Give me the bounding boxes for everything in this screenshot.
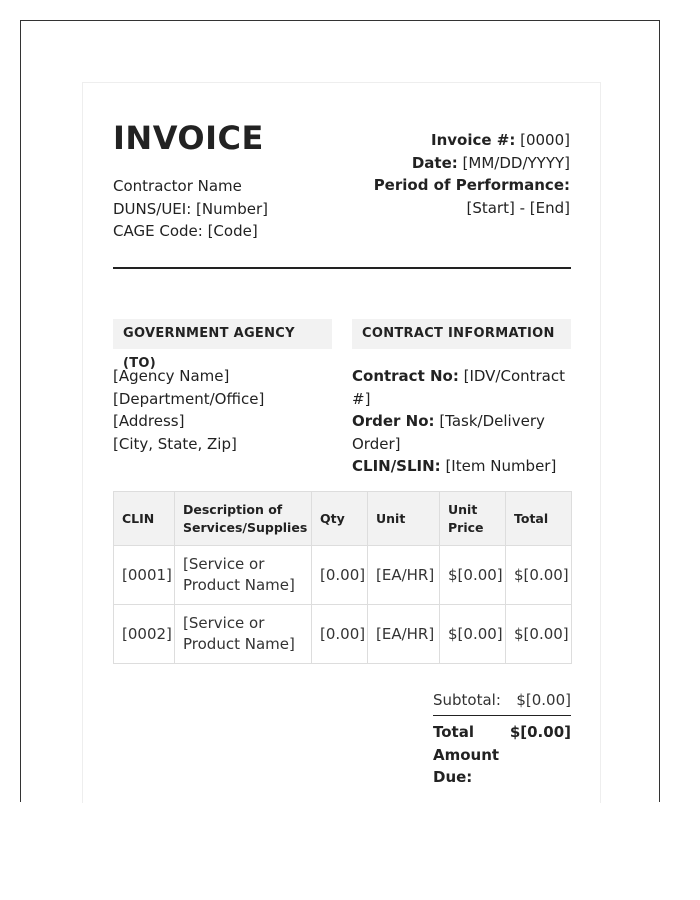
agency-city-state-zip: [City, State, Zip] (113, 434, 237, 453)
subtotal-row (433, 689, 571, 716)
period-label: Period of Performance: (373, 176, 570, 194)
column-header-description: Description of Services/Supplies (175, 492, 312, 546)
cell-qty: [0.00] (312, 605, 368, 664)
cell-unit: [EA/HR] (368, 605, 440, 664)
contract-number-value: [IDV/Contract #] (352, 367, 565, 408)
agency-address-line: [Address] (113, 412, 185, 430)
contractor-name: Contractor Name (113, 177, 242, 195)
header-divider (113, 267, 571, 269)
agency-heading: GOVERNMENT AGENCY (TO) (113, 319, 332, 349)
invoice-number-value: [0000] (515, 131, 570, 149)
agency-name: [Agency Name] (113, 367, 230, 385)
invoice-date-label: Date: (411, 153, 458, 172)
order-number-label: Order No: (352, 412, 435, 430)
invoice-sheet (82, 82, 601, 803)
column-header-unit: Unit (368, 492, 440, 546)
cell-unit: [EA/HR] (368, 546, 440, 605)
invoice-date (374, 152, 570, 175)
total-due-row (433, 721, 571, 789)
agency-department: [Department/Office] (113, 389, 265, 408)
column-header-qty: Qty (312, 492, 368, 546)
cell-total: $[0.00] (506, 605, 572, 664)
total-due-value: $[0.00] (509, 723, 571, 741)
line-items-table (113, 491, 572, 664)
invoice-number (374, 129, 570, 152)
page-frame (20, 20, 660, 802)
cell-clin: [0002] (114, 605, 175, 664)
contract-info (352, 365, 577, 478)
contractor-info (113, 175, 268, 243)
contract-number (352, 365, 577, 410)
column-header-total: Total (506, 492, 572, 546)
cell-description: [Service or Product Name] (175, 546, 312, 605)
cell-unit-price: $[0.00] (440, 605, 506, 664)
cage-code: CAGE Code: [Code] (113, 222, 258, 240)
cell-unit-price: $[0.00] (440, 546, 506, 605)
invoice-number-label: Invoice #: (431, 131, 516, 149)
invoice-title: INVOICE (113, 119, 264, 157)
cell-qty: [0.00] (312, 546, 368, 605)
cell-clin: [0001] (114, 546, 175, 605)
order-number (352, 410, 577, 455)
table-row (114, 605, 572, 664)
agency-address (113, 365, 264, 455)
invoice-date-value: [MM/DD/YYYY] (457, 153, 570, 172)
column-header-clin: CLIN (114, 492, 175, 546)
table-header-row (114, 492, 572, 546)
invoice-meta (374, 129, 570, 219)
cell-description: [Service or Product Name] (175, 605, 312, 664)
cell-total: $[0.00] (506, 546, 572, 605)
total-due-label: Total Amount Due: (433, 723, 500, 786)
order-number-value: [Task/Delivery Order] (352, 412, 545, 453)
period-value: [Start] - [End] (466, 198, 570, 217)
duns-uei: DUNS/UEI: [Number] (113, 199, 268, 218)
table-row (114, 546, 572, 605)
column-header-unit-price: Unit Price (440, 492, 506, 546)
contract-number-label: Contract No: (352, 367, 459, 385)
clin-slin-value: [Item Number] (440, 457, 557, 475)
subtotal-value: $[0.00] (516, 691, 571, 709)
contract-heading: CONTRACT INFORMATION (352, 319, 571, 349)
clin-slin (352, 455, 577, 478)
subtotal-label: Subtotal: (433, 691, 501, 709)
clin-slin-label: CLIN/SLIN: (352, 457, 441, 475)
totals-block (433, 689, 571, 789)
